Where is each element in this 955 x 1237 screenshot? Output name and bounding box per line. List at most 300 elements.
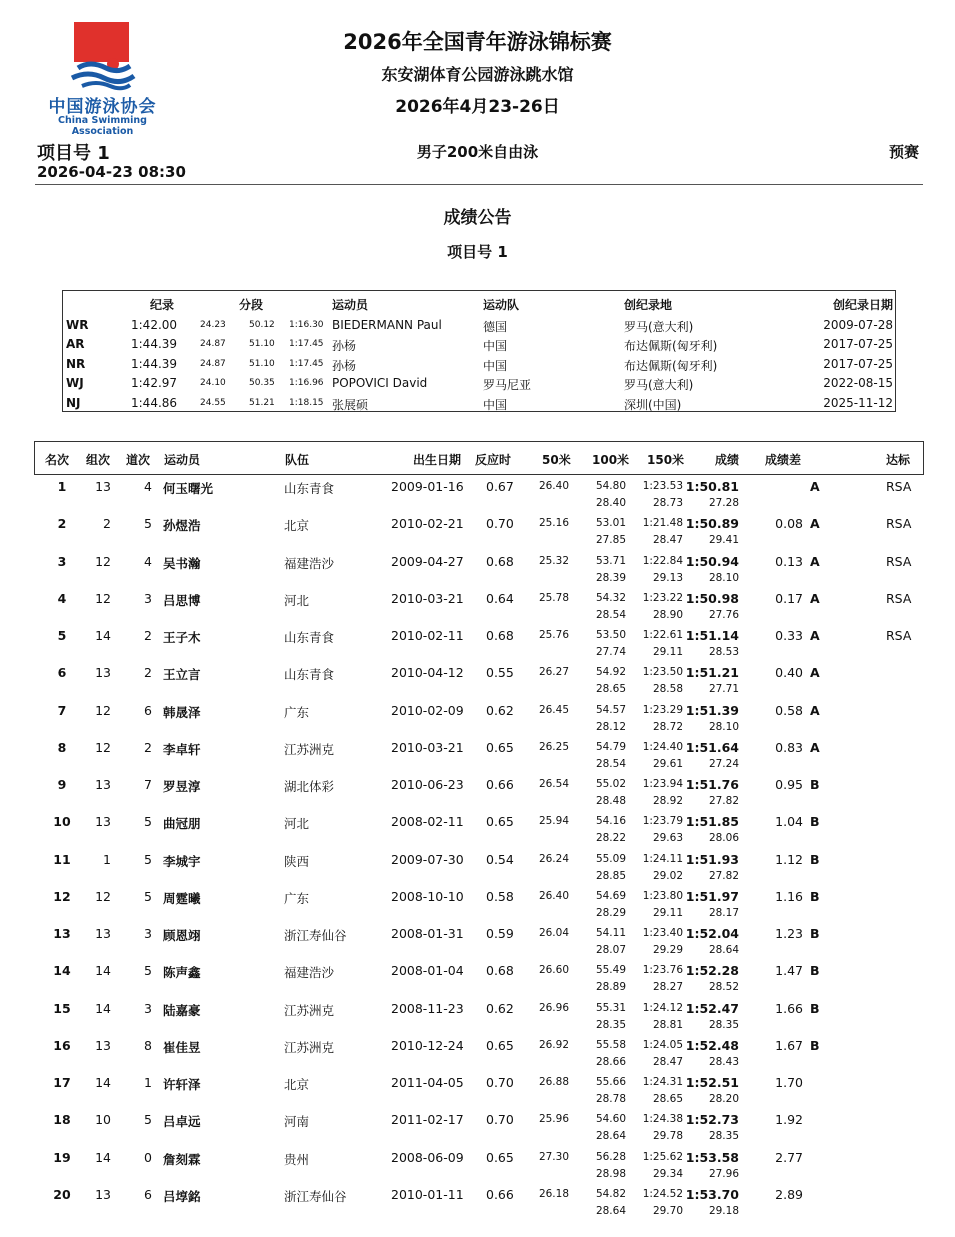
result-reaction: 0.65	[486, 739, 514, 755]
result-lap-200: 28.53	[708, 646, 739, 658]
result-heat: 12	[95, 702, 111, 718]
record-time: 1:42.00	[131, 318, 178, 332]
result-split-100: 54.57	[595, 703, 626, 716]
result-time: 1:50.94	[685, 553, 739, 569]
result-row	[34, 1147, 922, 1183]
result-row	[34, 1109, 922, 1145]
result-diff: 1.04	[775, 814, 803, 830]
result-lap-100: 28.12	[595, 720, 626, 733]
records-header-date: 创纪录日期	[832, 298, 893, 312]
result-lap-150: 29.78	[652, 1130, 683, 1143]
result-dob: 2010-02-11	[391, 628, 464, 643]
result-lane: 3	[144, 1000, 152, 1016]
result-lap-200: 28.35	[708, 1130, 739, 1143]
result-row	[34, 960, 922, 996]
result-lap-100: 28.98	[595, 1167, 626, 1180]
result-time: 1:50.89	[685, 516, 739, 532]
result-split-150: 1:23.76	[642, 964, 683, 977]
result-split-50: 26.04	[538, 927, 569, 939]
result-diff: 2.89	[775, 1186, 803, 1202]
record-team: 中国	[483, 358, 508, 373]
result-athlete: 何玉曙光	[163, 481, 214, 496]
result-split-100: 55.31	[595, 1001, 626, 1014]
result-lap-150: 28.47	[652, 1055, 683, 1068]
result-athlete: 周霆曦	[163, 890, 201, 906]
result-lap-200: 28.20	[708, 1093, 739, 1105]
record-split-150: 1:17.45	[289, 339, 324, 350]
result-athlete: 王子木	[163, 630, 201, 645]
result-lap-150: 28.72	[652, 720, 683, 733]
col-reaction: 反应时	[475, 453, 512, 467]
result-lap-100: 28.65	[595, 683, 626, 696]
result-lap-150: 29.61	[652, 757, 683, 770]
result-lap-200: 27.82	[708, 869, 739, 882]
result-rank: 7	[57, 702, 67, 718]
result-lane: 2	[144, 628, 152, 643]
logo-english-name: China Swimming Association	[58, 115, 147, 137]
result-time: 1:51.85	[685, 814, 739, 830]
results-header	[34, 441, 924, 475]
result-heat: 14	[95, 1149, 111, 1165]
result-lap-150: 29.02	[652, 869, 683, 882]
result-lap-150: 28.90	[652, 608, 683, 621]
result-split-50: 26.25	[538, 740, 569, 753]
result-athlete: 李卓轩	[163, 741, 201, 757]
result-split-150: 1:25.62	[642, 1150, 683, 1163]
result-lane: 8	[144, 1037, 152, 1053]
result-lap-100: 28.22	[595, 832, 626, 845]
result-standard: RSA	[886, 590, 912, 606]
result-lap-150: 28.65	[652, 1093, 683, 1105]
result-rank: 19	[53, 1149, 71, 1165]
col-50m: 50米	[542, 453, 571, 467]
result-dob: 2008-01-04	[391, 963, 464, 979]
result-athlete: 顾恩翊	[163, 928, 201, 943]
result-row	[34, 551, 922, 587]
result-split-50: 26.40	[538, 480, 569, 492]
result-lap-200: 28.17	[708, 906, 739, 919]
result-dob: 2008-02-11	[391, 814, 464, 830]
col-time: 成绩	[715, 453, 740, 467]
result-split-100: 55.66	[595, 1076, 626, 1088]
result-team: 山东青食	[284, 630, 335, 645]
result-diff: 1.16	[775, 888, 803, 904]
result-lap-200: 27.24	[708, 757, 739, 770]
result-split-50: 25.78	[538, 591, 569, 604]
result-lane: 6	[144, 702, 152, 718]
result-reaction: 0.68	[486, 553, 514, 569]
result-lane: 1	[144, 1075, 152, 1090]
result-lane: 6	[144, 1186, 152, 1202]
result-dob: 2009-07-30	[391, 851, 464, 867]
result-athlete: 吕思博	[163, 592, 201, 608]
result-lap-200: 27.71	[708, 683, 739, 696]
result-row	[34, 625, 922, 661]
result-dob: 2010-03-21	[391, 590, 464, 606]
records-header-team: 运动队	[483, 298, 520, 312]
result-split-100: 54.16	[595, 815, 626, 828]
result-athlete: 陈声鑫	[163, 965, 201, 981]
record-split-100: 50.35	[249, 378, 275, 389]
col-rank: 名次	[45, 453, 70, 467]
result-split-150: 1:23.29	[642, 703, 683, 716]
result-dob: 2008-11-23	[391, 1000, 464, 1016]
record-place: 布达佩斯(匈牙利)	[624, 358, 718, 373]
record-code: AR	[66, 337, 85, 352]
result-split-100: 55.49	[595, 964, 626, 977]
announcement-title: 成绩公告	[443, 208, 512, 228]
record-date: 2017-07-25	[823, 356, 893, 371]
result-lane: 2	[144, 739, 152, 755]
record-code: WJ	[66, 376, 84, 391]
result-rank: 17	[53, 1075, 71, 1090]
result-team: 广东	[284, 890, 310, 906]
result-split-50: 25.76	[538, 629, 569, 641]
result-lane: 0	[144, 1149, 152, 1165]
record-code: NR	[66, 356, 86, 371]
result-lane: 5	[144, 516, 152, 532]
record-code: WR	[66, 318, 89, 332]
result-rank: 15	[53, 1000, 71, 1016]
result-lane: 4	[144, 553, 152, 569]
result-split-150: 1:24.11	[642, 852, 683, 865]
result-rank: 3	[57, 553, 67, 569]
col-athlete: 运动员	[164, 453, 201, 467]
result-split-50: 26.18	[538, 1187, 569, 1200]
result-grade: A	[810, 590, 820, 606]
result-team: 贵州	[284, 1151, 310, 1167]
result-lap-100: 28.48	[595, 795, 626, 807]
result-split-50: 26.88	[538, 1076, 569, 1088]
result-athlete: 陆嘉豪	[163, 1002, 201, 1018]
result-diff: 0.83	[775, 739, 803, 755]
result-lap-200: 29.41	[708, 534, 739, 547]
result-lap-200: 27.28	[708, 497, 739, 509]
result-lane: 4	[144, 479, 152, 494]
result-split-100: 55.02	[595, 778, 626, 790]
result-diff: 0.95	[775, 777, 803, 792]
result-team: 河北	[284, 816, 310, 832]
result-split-50: 25.94	[538, 815, 569, 828]
result-dob: 2008-10-10	[391, 888, 464, 904]
result-athlete: 孙煜浩	[163, 518, 201, 534]
col-standard: 达标	[886, 453, 911, 467]
records-header-athlete: 运动员	[332, 298, 369, 312]
col-dob: 出生日期	[413, 453, 462, 467]
result-time: 1:51.39	[685, 702, 739, 718]
result-grade: B	[810, 851, 820, 867]
competition-dates: 2026年4月23-26日	[395, 97, 560, 117]
result-time: 1:50.81	[685, 479, 739, 494]
result-lap-100: 28.78	[595, 1093, 626, 1105]
result-heat: 12	[95, 739, 111, 755]
record-split-100: 51.10	[249, 339, 275, 350]
result-athlete: 曲冠朋	[163, 816, 201, 832]
result-split-100: 55.09	[595, 852, 626, 865]
result-reaction: 0.62	[486, 1000, 514, 1016]
result-heat: 12	[95, 888, 111, 904]
result-lap-100: 28.29	[595, 906, 626, 919]
record-time: 1:44.86	[131, 395, 178, 410]
result-reaction: 0.70	[486, 516, 514, 532]
result-lap-100: 28.07	[595, 944, 626, 956]
result-row	[34, 1184, 922, 1220]
record-date: 2009-07-28	[823, 318, 893, 332]
col-heat: 组次	[86, 453, 111, 467]
result-team: 河南	[284, 1114, 310, 1130]
record-split-150: 1:16.30	[289, 320, 324, 330]
venue: 东安湖体育公园游泳跳水馆	[381, 65, 574, 84]
result-row	[34, 1035, 922, 1071]
round-label: 预赛	[888, 143, 919, 161]
result-heat: 1	[103, 851, 111, 867]
result-lane: 2	[144, 665, 152, 681]
event-name: 男子200米自由泳	[416, 143, 539, 161]
result-lap-200: 27.96	[708, 1167, 739, 1180]
result-lap-150: 28.73	[652, 497, 683, 509]
result-rank: 8	[57, 739, 67, 755]
result-split-100: 54.82	[595, 1187, 626, 1200]
records-table	[62, 290, 896, 412]
result-lap-200: 28.35	[708, 1018, 739, 1031]
result-grade: B	[810, 926, 820, 941]
result-athlete: 李城宇	[163, 853, 201, 869]
result-lane: 5	[144, 1112, 152, 1128]
result-lap-150: 29.70	[652, 1204, 683, 1217]
result-reaction: 0.68	[486, 963, 514, 979]
result-diff: 0.13	[775, 553, 803, 569]
result-diff: 0.08	[775, 516, 803, 532]
result-diff: 1.12	[775, 851, 803, 867]
result-row	[34, 476, 922, 512]
record-time: 1:44.39	[131, 356, 178, 371]
result-row	[34, 700, 922, 736]
result-dob: 2010-03-21	[391, 739, 464, 755]
result-row	[34, 811, 922, 847]
result-dob: 2010-12-24	[391, 1037, 464, 1053]
result-reaction: 0.68	[486, 628, 514, 643]
result-time: 1:52.04	[685, 926, 739, 941]
result-row	[34, 662, 922, 698]
result-lap-150: 29.11	[652, 906, 683, 919]
result-split-50: 25.96	[538, 1113, 569, 1126]
result-team: 江苏洲克	[284, 1039, 335, 1055]
result-diff: 0.58	[775, 702, 803, 718]
result-reaction: 0.65	[486, 1037, 514, 1053]
result-lap-100: 28.66	[595, 1055, 626, 1068]
result-reaction: 0.66	[486, 1186, 514, 1202]
record-date: 2025-11-12	[823, 395, 893, 410]
result-grade: B	[810, 777, 820, 792]
record-code: NJ	[66, 395, 81, 410]
result-split-100: 54.80	[595, 480, 626, 492]
result-lap-100: 28.39	[595, 571, 626, 584]
col-100m: 100米	[592, 453, 630, 467]
result-split-50: 26.24	[538, 852, 569, 865]
result-reaction: 0.55	[486, 665, 514, 681]
result-lap-200: 27.82	[708, 795, 739, 807]
result-dob: 2010-02-21	[391, 516, 464, 532]
result-reaction: 0.66	[486, 777, 514, 792]
result-split-150: 1:24.31	[642, 1076, 683, 1088]
result-dob: 2008-01-31	[391, 926, 464, 941]
result-lap-150: 29.13	[652, 571, 683, 584]
result-team: 湖北体彩	[284, 779, 335, 794]
result-time: 1:51.64	[685, 739, 739, 755]
result-time: 1:52.48	[685, 1037, 739, 1053]
records-header-place: 创纪录地	[624, 298, 673, 312]
result-lap-100: 28.64	[595, 1130, 626, 1143]
result-split-150: 1:24.12	[642, 1001, 683, 1014]
event-number: 项目号 1	[37, 143, 110, 164]
result-lap-150: 29.29	[652, 944, 683, 956]
record-athlete: 孙杨	[332, 358, 357, 373]
result-lap-200: 28.06	[708, 832, 739, 845]
result-split-150: 1:22.84	[642, 554, 683, 567]
result-time: 1:50.98	[685, 590, 739, 606]
result-grade: B	[810, 1000, 820, 1016]
record-split-100: 51.21	[249, 397, 275, 408]
event-datetime: 2026-04-23 08:30	[37, 163, 186, 181]
result-team: 北京	[284, 518, 310, 534]
result-split-50: 26.92	[538, 1038, 569, 1051]
result-split-50: 27.30	[538, 1150, 569, 1163]
result-lap-150: 29.11	[652, 646, 683, 658]
result-athlete: 吴书瀚	[163, 555, 201, 571]
result-heat: 14	[95, 1075, 111, 1090]
result-row	[34, 923, 922, 959]
result-lap-100: 28.54	[595, 757, 626, 770]
result-lane: 7	[144, 777, 152, 792]
result-athlete: 许轩泽	[163, 1077, 201, 1092]
result-team: 广东	[284, 704, 310, 720]
result-rank: 6	[57, 665, 67, 681]
result-split-150: 1:21.48	[642, 517, 683, 530]
result-lap-200: 28.52	[708, 981, 739, 994]
result-heat: 14	[95, 628, 111, 643]
result-reaction: 0.58	[486, 888, 514, 904]
record-team: 中国	[483, 339, 508, 354]
result-team: 陕西	[284, 853, 310, 869]
result-rank: 13	[53, 926, 71, 941]
result-split-100: 54.11	[595, 927, 626, 939]
result-lap-100: 28.54	[595, 608, 626, 621]
result-split-150: 1:23.94	[642, 778, 683, 790]
result-rank: 9	[57, 777, 67, 792]
result-row	[34, 886, 922, 922]
result-split-100: 54.69	[595, 889, 626, 902]
result-diff: 1.67	[775, 1037, 803, 1053]
result-lane: 5	[144, 963, 152, 979]
record-place: 罗马(意大利)	[624, 320, 694, 334]
result-rank: 4	[57, 590, 67, 606]
result-lap-100: 27.74	[595, 646, 626, 658]
result-dob: 2009-04-27	[391, 553, 464, 569]
result-split-100: 53.01	[595, 517, 626, 530]
result-time: 1:51.21	[685, 665, 739, 681]
result-lap-150: 28.27	[652, 981, 683, 994]
record-split-100: 51.10	[249, 358, 275, 369]
result-lap-100: 28.64	[595, 1204, 626, 1217]
result-split-100: 55.58	[595, 1038, 626, 1051]
result-time: 1:52.73	[685, 1112, 739, 1128]
result-athlete: 王立言	[163, 667, 201, 683]
record-team: 德国	[483, 320, 508, 334]
result-reaction: 0.65	[486, 1149, 514, 1165]
result-heat: 13	[95, 1186, 111, 1202]
result-split-50: 26.60	[538, 964, 569, 977]
result-lap-200: 28.10	[708, 571, 739, 584]
record-athlete: BIEDERMANN Paul	[332, 318, 442, 332]
result-split-150: 1:24.52	[642, 1187, 683, 1200]
result-diff: 2.77	[775, 1149, 803, 1165]
result-time: 1:53.58	[685, 1149, 739, 1165]
result-grade: A	[810, 665, 820, 681]
result-athlete: 吕埻銘	[163, 1188, 201, 1204]
result-lane: 5	[144, 888, 152, 904]
result-grade: A	[810, 702, 820, 718]
result-grade: B	[810, 814, 820, 830]
record-split-150: 1:18.15	[289, 397, 324, 408]
result-heat: 2	[103, 516, 111, 532]
records-header-record: 纪录	[150, 298, 175, 312]
result-team: 山东青食	[284, 481, 335, 496]
result-team: 山东青食	[284, 667, 335, 683]
result-heat: 13	[95, 926, 111, 941]
result-lap-200: 28.10	[708, 720, 739, 733]
result-time: 1:51.97	[685, 888, 739, 904]
result-time: 1:52.51	[685, 1075, 739, 1090]
result-row	[34, 737, 922, 773]
record-place: 罗马(意大利)	[624, 378, 694, 393]
result-rank: 16	[53, 1037, 71, 1053]
result-athlete: 崔佳昱	[163, 1039, 201, 1055]
result-rank: 12	[53, 888, 71, 904]
result-lap-150: 28.47	[652, 534, 683, 547]
result-split-150: 1:24.40	[642, 740, 683, 753]
record-place: 布达佩斯(匈牙利)	[624, 339, 718, 354]
col-lane: 道次	[126, 453, 151, 467]
result-lap-200: 29.18	[708, 1204, 739, 1217]
record-athlete: 张展硕	[332, 397, 369, 412]
result-split-50: 25.16	[538, 517, 569, 530]
result-heat: 12	[95, 553, 111, 569]
result-split-150: 1:24.05	[642, 1038, 683, 1051]
result-split-50: 26.96	[538, 1001, 569, 1014]
result-diff: 0.17	[775, 590, 803, 606]
result-rank: 10	[53, 814, 71, 830]
result-reaction: 0.64	[486, 590, 514, 606]
result-diff: 0.40	[775, 665, 803, 681]
result-dob: 2008-06-09	[391, 1149, 464, 1165]
result-split-150: 1:23.50	[642, 666, 683, 679]
result-grade: B	[810, 1037, 820, 1053]
result-split-150: 1:23.53	[642, 480, 683, 492]
result-row	[34, 774, 922, 810]
result-row	[34, 1072, 922, 1108]
result-team: 北京	[284, 1077, 310, 1092]
result-row	[34, 998, 922, 1034]
result-split-100: 56.28	[595, 1150, 626, 1163]
result-split-100: 54.79	[595, 740, 626, 753]
result-split-100: 54.32	[595, 591, 626, 604]
result-grade: A	[810, 628, 820, 643]
result-rank: 2	[57, 516, 67, 532]
record-team: 中国	[483, 397, 508, 412]
result-lane: 5	[144, 814, 152, 830]
result-diff: 1.23	[775, 926, 803, 941]
result-lap-150: 28.81	[652, 1018, 683, 1031]
